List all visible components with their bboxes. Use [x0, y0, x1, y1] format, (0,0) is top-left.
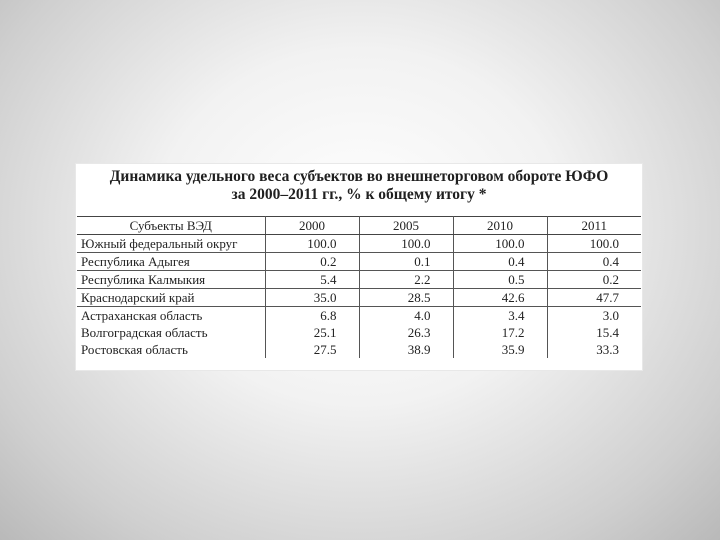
header-row: [77, 217, 641, 235]
cell-value: 15.4: [596, 325, 619, 340]
cell-value: 26.3: [359, 324, 453, 341]
cell-value: 100.0: [265, 235, 359, 253]
row-name: Краснодарский край: [77, 289, 265, 307]
cell-value: 3.4: [453, 307, 547, 325]
cell-value: 33.3: [596, 342, 619, 357]
cell-value: 42.6: [453, 289, 547, 307]
cell-value: 0.2: [547, 271, 641, 289]
header-2005: 2005: [359, 217, 453, 235]
cell-value: 0.5: [453, 271, 547, 289]
table-title: [76, 164, 642, 216]
cell-value: 2.2: [359, 271, 453, 289]
header-2011: 2011: [547, 217, 641, 235]
table-row: [77, 341, 641, 358]
table-row: [77, 324, 641, 341]
title-line-2: за 2000–2011 гг., % к общему итогу *: [231, 186, 487, 203]
table-row: [77, 253, 641, 271]
row-name: Ростовская область: [77, 341, 265, 358]
header-subjects: Субъекты ВЭД: [77, 217, 265, 235]
row-name: Волгоградская область: [77, 324, 265, 341]
row-name: Республика Калмыкия: [77, 271, 265, 289]
cell-value: 28.5: [359, 289, 453, 307]
cell-value: 5.4: [265, 271, 359, 289]
header-2000: 2000: [265, 217, 359, 235]
cell-value: 6.8: [265, 307, 359, 325]
cell-value: 100.0: [359, 235, 453, 253]
cell-value: 100.0: [453, 235, 547, 253]
cell-value: 0.2: [265, 253, 359, 271]
cell-value: 4.0: [359, 307, 453, 325]
cell-value: 0.4: [453, 253, 547, 271]
data-table: [77, 216, 641, 358]
table-row: [77, 307, 641, 325]
title-line-1: Динамика удельного веса субъектов во внешнеторговом обороте ЮФО: [109, 168, 609, 185]
table-row: [77, 271, 641, 289]
row-name: Южный федеральный округ: [77, 235, 265, 253]
header-2010: 2010: [453, 217, 547, 235]
cell-value: 35.9: [453, 341, 547, 358]
row-name: Республика Адыгея: [77, 253, 265, 271]
cell-value: 38.9: [359, 341, 453, 358]
cell-value: 100.0: [547, 235, 641, 253]
row-name: Астраханская область: [77, 307, 265, 325]
cell-value: 47.7: [547, 289, 641, 307]
cell-value: 3.0: [602, 308, 619, 323]
cell-value: 27.5: [265, 341, 359, 358]
cell-value: 0.4: [547, 253, 641, 271]
cell-value: 17.2: [453, 324, 547, 341]
table-image: [76, 164, 642, 370]
cell-value: 35.0: [265, 289, 359, 307]
cell-value: 0.1: [359, 253, 453, 271]
table-row: [77, 235, 641, 253]
cell-value: 25.1: [265, 324, 359, 341]
table-row: [77, 289, 641, 307]
